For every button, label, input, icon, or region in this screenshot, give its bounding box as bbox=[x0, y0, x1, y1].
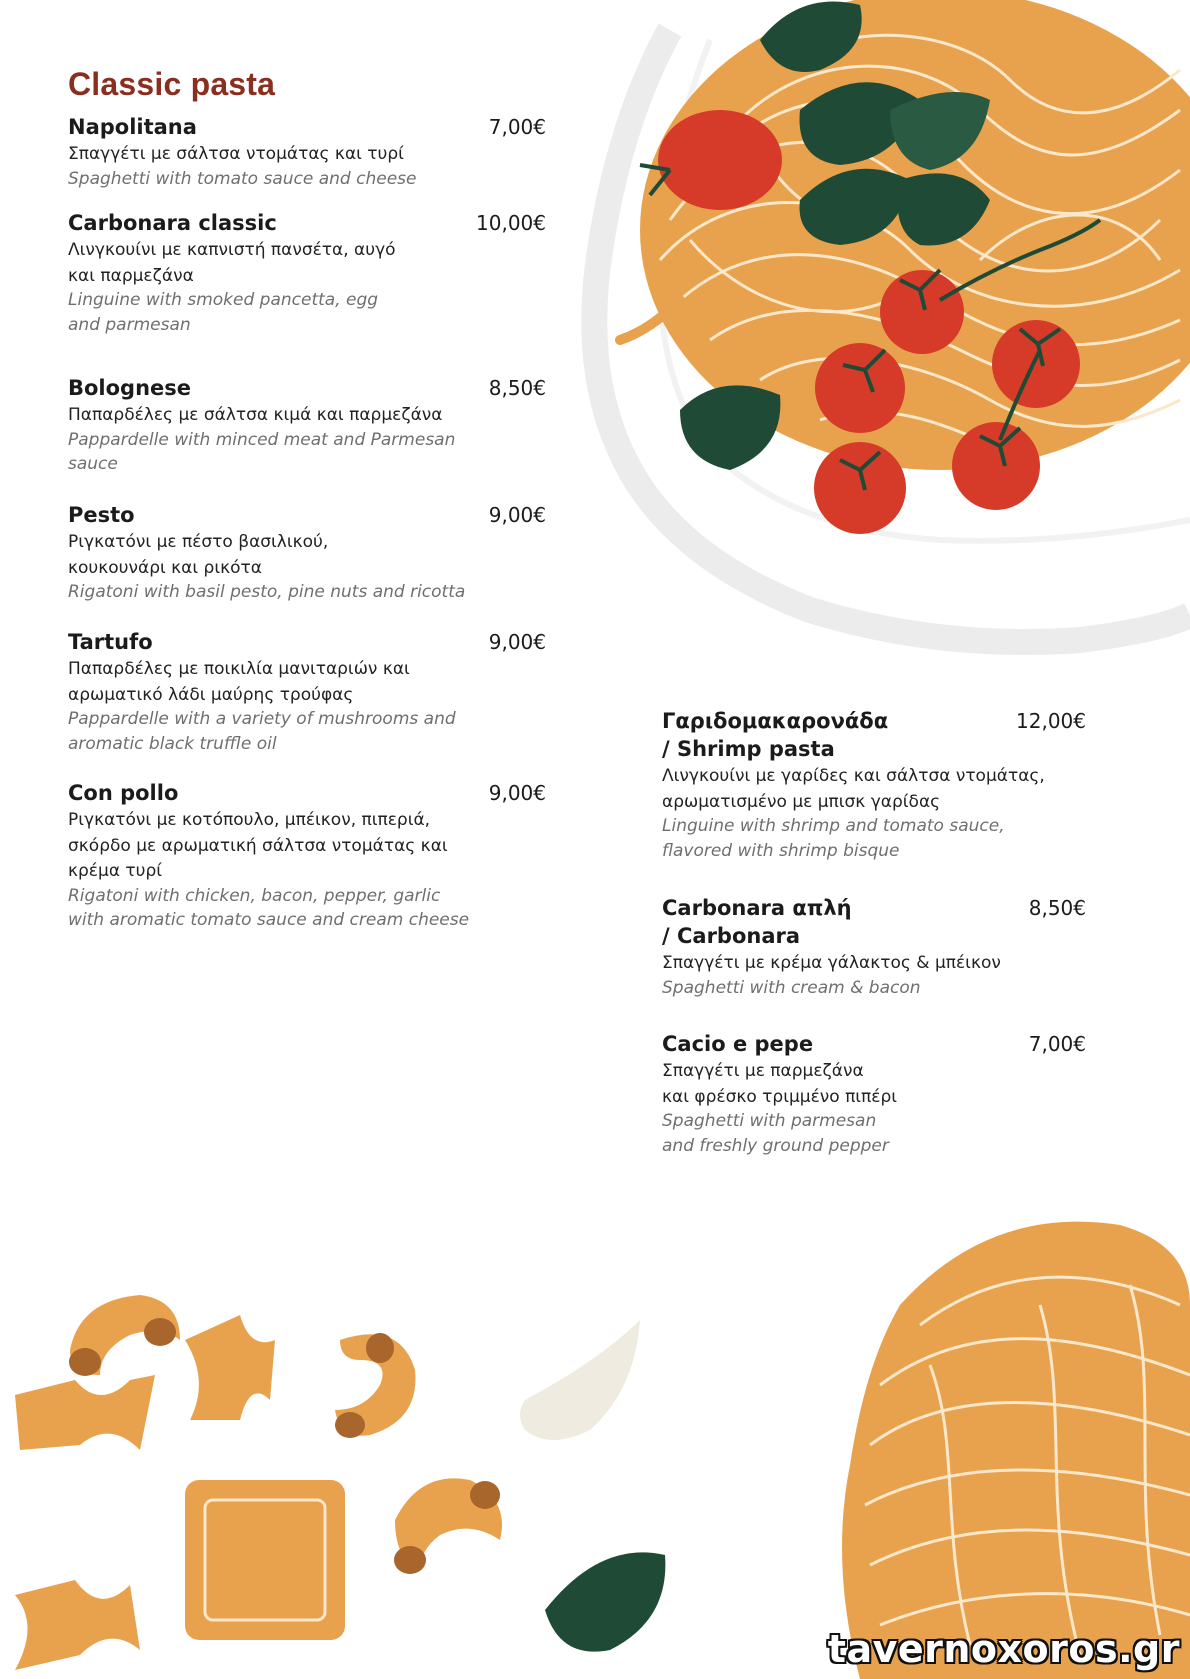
item-name: Cacio e pepe bbox=[662, 1032, 814, 1056]
item-description-greek: Παπαρδέλες με σάλτσα κιμά και παρμεζάνα bbox=[68, 405, 443, 425]
watermark: tavernoxoros.gr bbox=[827, 1627, 1180, 1671]
item-description-greek: Σπαγγέτι με παρμεζάνα bbox=[662, 1061, 864, 1081]
item-description-english: Pappardelle with a variety of mushrooms and bbox=[68, 709, 456, 729]
item-description-greek: Λινγκουίνι με γαρίδες και σάλτσα ντομάτας, bbox=[662, 766, 1045, 786]
item-description-english: with aromatic tomato sauce and cream cheese bbox=[68, 910, 470, 930]
item-description-english: and parmesan bbox=[68, 314, 191, 335]
item-description-greek: κουκουνάρι και ρικότα bbox=[68, 557, 262, 578]
item-price: 10,00€ bbox=[476, 211, 546, 235]
item-price: 8,50€ bbox=[1028, 896, 1086, 920]
item-description-greek: Ριγκατόνι με πέστο βασιλικού, bbox=[68, 532, 329, 552]
item-name: Carbonara classic bbox=[68, 211, 277, 235]
item-description-english: aromatic black truffle oil bbox=[68, 733, 277, 754]
item-price: 12,00€ bbox=[1016, 709, 1086, 733]
menu-item-napolitana bbox=[68, 113, 546, 191]
tagliatelle-nest-illustration bbox=[840, 1185, 1190, 1679]
item-description-english: Linguine with shrimp and tomato sauce, bbox=[662, 816, 1005, 836]
spaghetti-plate-illustration bbox=[560, 0, 1190, 680]
item-price: 9,00€ bbox=[488, 503, 546, 527]
item-description-greek: Λινγκουίνι με καπνιστή πανσέτα, αυγό bbox=[68, 240, 396, 260]
item-price: 7,00€ bbox=[1028, 1032, 1086, 1056]
item-name: Pesto bbox=[68, 503, 135, 527]
menu-item-cacio-e-pepe bbox=[662, 1030, 1086, 1158]
item-name: Napolitana bbox=[68, 115, 197, 139]
item-description-english: and freshly ground pepper bbox=[662, 1135, 889, 1156]
item-price: 7,00€ bbox=[488, 115, 546, 139]
item-description-greek: Παπαρδέλες με ποικιλία μανιταριών και bbox=[68, 659, 410, 679]
item-description-greek: και φρέσκο τριμμένο πιπέρι bbox=[662, 1086, 898, 1107]
item-name-english: / Carbonara bbox=[662, 924, 801, 948]
item-name: Bolognese bbox=[68, 376, 192, 400]
item-description-greek: αρωματισμένο με μπισκ γαρίδας bbox=[662, 791, 941, 812]
item-price: 8,50€ bbox=[488, 376, 546, 400]
menu-item-bolognese bbox=[68, 374, 546, 477]
item-description-greek: αρωματικό λάδι μαύρης τρούφας bbox=[68, 684, 354, 705]
menu-item-shrimp-pasta bbox=[662, 707, 1086, 863]
item-description-english: Linguine with smoked pancetta, egg bbox=[68, 290, 379, 310]
item-description-english: Pappardelle with minced meat and Parmesan bbox=[68, 429, 456, 450]
item-description-english: Rigatoni with chicken, bacon, pepper, garlic bbox=[68, 885, 441, 906]
item-description-english: Spaghetti with cream & bacon bbox=[662, 977, 921, 998]
menu-item-carbonara-classic bbox=[68, 209, 546, 337]
item-name: Carbonara απλή bbox=[662, 896, 852, 920]
item-description-english: Spaghetti with tomato sauce and cheese bbox=[68, 168, 417, 189]
item-name: Γαριδομακαρονάδα bbox=[662, 709, 889, 733]
item-name: Con pollo bbox=[68, 781, 179, 805]
item-name-english: / Shrimp pasta bbox=[662, 737, 835, 761]
menu-section-title: Classic pasta bbox=[68, 66, 276, 102]
menu-item-pesto bbox=[68, 501, 546, 605]
menu-item-con-pollo bbox=[68, 779, 546, 933]
item-description-english: Spaghetti with parmesan bbox=[662, 1111, 877, 1131]
item-description-english: sauce bbox=[68, 454, 118, 474]
item-description-greek: Σπαγγέτι με κρέμα γάλακτος & μπέικον bbox=[662, 953, 1001, 973]
item-description-english: flavored with shrimp bisque bbox=[662, 840, 900, 861]
item-name: Tartufo bbox=[68, 630, 153, 654]
menu-item-carbonara bbox=[662, 894, 1086, 1000]
item-description-greek: Ριγκατόνι με κοτόπουλο, μπέικον, πιπεριά, bbox=[68, 810, 431, 830]
item-price: 9,00€ bbox=[488, 630, 546, 654]
menu-item-tartufo bbox=[68, 628, 546, 756]
item-description-greek: κρέμα τυρί bbox=[68, 861, 163, 881]
item-description-greek: Σπαγγέτι με σάλτσα ντομάτας και τυρί bbox=[68, 144, 404, 164]
item-description-english: Rigatoni with basil pesto, pine nuts and ricotta bbox=[68, 582, 466, 602]
item-description-greek: σκόρδο με αρωματική σάλτσα ντομάτας και bbox=[68, 835, 448, 856]
item-price: 9,00€ bbox=[488, 781, 546, 805]
item-description-greek: και παρμεζάνα bbox=[68, 265, 194, 286]
pasta-shapes-illustration bbox=[0, 1280, 680, 1679]
